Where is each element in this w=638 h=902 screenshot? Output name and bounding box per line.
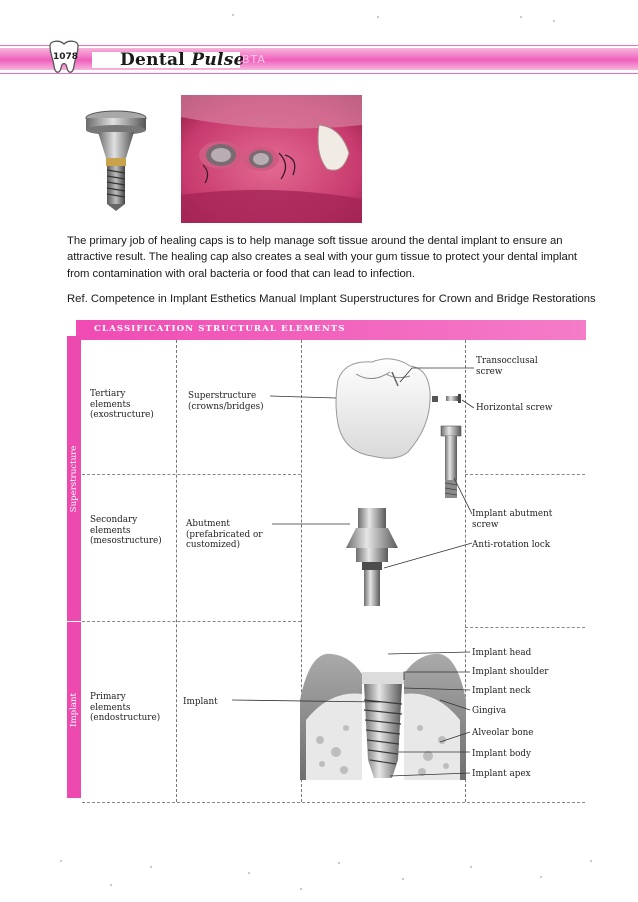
callout-abutment-screw: Implant abutment screw xyxy=(472,509,553,530)
callout-implant-head: Implant head xyxy=(472,648,532,658)
classification-header-label: CLASSIFICATION STRUCTURAL ELEMENTS xyxy=(94,324,346,334)
callout-implant-shoulder: Implant shoulder xyxy=(472,667,549,677)
callout-implant-body: Implant body xyxy=(472,749,532,759)
side-label-superstructure: Superstructure xyxy=(69,445,79,512)
title-script: Pulse xyxy=(191,50,245,70)
class-label-tertiary: Tertiary elements (exostructure) xyxy=(90,389,154,420)
callout-anti-rotation-lock: Anti-rotation lock xyxy=(472,540,551,550)
class-label-primary: Primary elements (endostructure) xyxy=(90,692,161,723)
implant-cross-section-illustration xyxy=(300,654,466,780)
callout-alveolar-bone: Alveolar bone xyxy=(472,728,534,738)
abutment-illustration xyxy=(346,508,398,606)
callout-implant-neck: Implant neck xyxy=(472,686,531,696)
horizontal-screw-illustration xyxy=(432,394,461,403)
callout-gingiva: Gingiva xyxy=(472,706,507,716)
callout-transocclusal-screw: Transocclusal screw xyxy=(476,356,538,377)
reference-line: Ref. Competence in Implant Esthetics Manual Implant Superstructures for Crown and Bridge Restorations xyxy=(67,293,596,305)
title-suffix: BTA xyxy=(242,53,266,66)
element-label-implant: Implant xyxy=(183,697,218,707)
element-label-abutment: Abutment (prefabricated or customized) xyxy=(186,519,263,550)
crown-illustration xyxy=(336,359,430,458)
element-label-superstructure: Superstructure (crowns/bridges) xyxy=(188,391,264,412)
class-label-secondary: Secondary elements (mesostructure) xyxy=(90,515,162,546)
title-prefix: Dental xyxy=(120,50,186,70)
callout-horizontal-screw: Horizontal screw xyxy=(476,403,553,413)
side-label-implant: Implant xyxy=(69,693,79,727)
callout-implant-apex: Implant apex xyxy=(472,769,531,779)
body-paragraph: The primary job of healing caps is to help manage soft tissue around the dental implant to ensure an attractive result. The healing cap also creates a seal with your gum tissue to protect your dental implant from contamination with oral bacteria or food that can lead to infection. xyxy=(67,235,578,280)
abutment-screw-illustration xyxy=(441,426,461,498)
page-number: 1078 xyxy=(53,52,79,62)
